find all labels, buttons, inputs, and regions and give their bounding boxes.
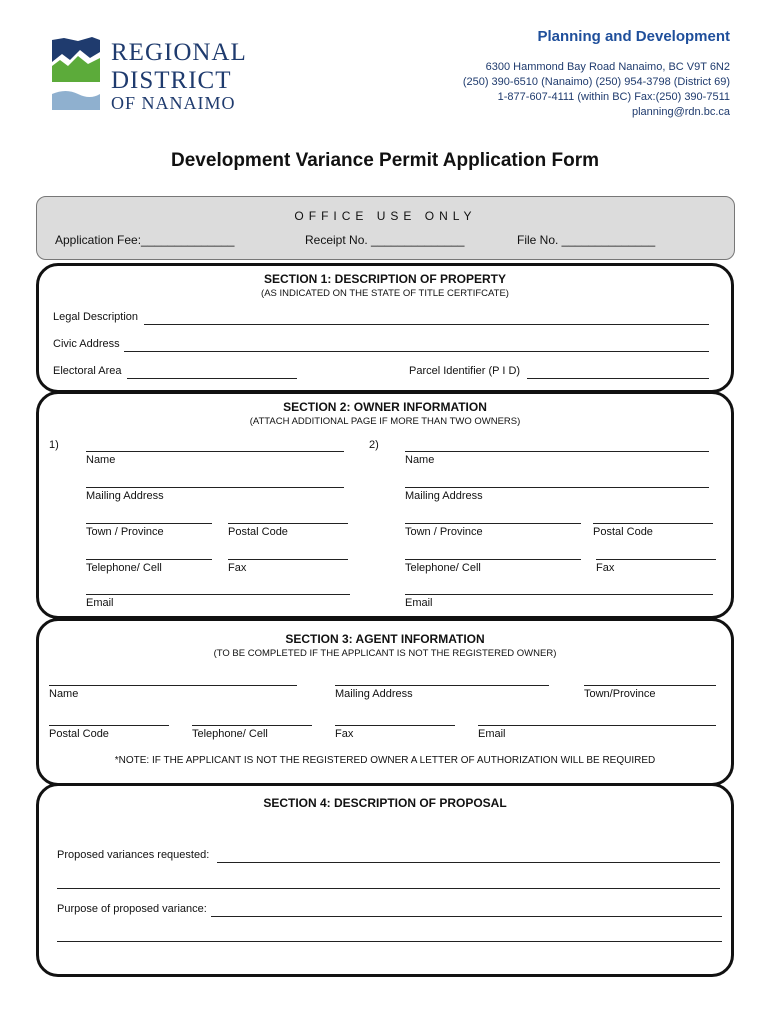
section-2-title: SECTION 2: OWNER INFORMATION <box>283 400 487 414</box>
agent-fax-field[interactable] <box>335 725 455 726</box>
owner-1-phone-field[interactable] <box>86 559 212 560</box>
section-2-subtitle: (ATTACH ADDITIONAL PAGE IF MORE THAN TWO OWNERS) <box>249 416 521 427</box>
electoral-area-label: Electoral Area <box>53 365 122 377</box>
owner-2-fax-label: Fax <box>596 562 615 574</box>
logo-line-district: DISTRICT <box>111 67 232 94</box>
owner-1-mailing-field[interactable] <box>86 487 344 488</box>
owner-2-mailing-label: Mailing Address <box>405 490 483 502</box>
owner-2-town-field[interactable] <box>405 523 581 524</box>
phone-line: (250) 390-6510 (Nanaimo) (250) 954-3798 (District 69) <box>462 76 730 88</box>
address-line: 6300 Hammond Bay Road Nanaimo, BC V9T 6N2 <box>485 61 730 73</box>
agent-mailing-field[interactable] <box>335 685 549 686</box>
owner-2-name-label: Name <box>405 454 435 466</box>
tollfree-fax-line: 1-877-607-4111 (within BC) Fax:(250) 390-7511 <box>497 91 730 103</box>
purpose-field-line-2[interactable] <box>57 941 722 942</box>
section-3-subtitle: (TO BE COMPLETED IF THE APPLICANT IS NOT THE REGISTERED OWNER) <box>213 648 557 659</box>
agent-town-field[interactable] <box>584 685 716 686</box>
agent-name-field[interactable] <box>49 685 297 686</box>
email-link[interactable]: planning@rdn.bc.ca <box>631 106 730 118</box>
agent-phone-field[interactable] <box>192 725 312 726</box>
owner-1-fax-field[interactable] <box>228 559 348 560</box>
owner-2-phone-field[interactable] <box>405 559 581 560</box>
section-4-proposal <box>36 783 734 977</box>
section-3-agent <box>36 618 734 786</box>
agent-mailing-label: Mailing Address <box>335 688 413 700</box>
section-1-property <box>36 263 734 393</box>
owner-2-mailing-field[interactable] <box>405 487 709 488</box>
civic-address-field[interactable] <box>124 351 709 352</box>
owner-1-phone-label: Telephone/ Cell <box>86 562 162 574</box>
owner-1-email-field[interactable] <box>86 594 350 595</box>
purpose-label: Purpose of proposed variance: <box>57 903 207 915</box>
owner-2-email-field[interactable] <box>405 594 713 595</box>
agent-town-label: Town/Province <box>584 688 656 700</box>
purpose-field[interactable] <box>211 916 722 917</box>
pid-label: Parcel Identifier (P I D) <box>409 365 521 377</box>
section-3-title: SECTION 3: AGENT INFORMATION <box>285 632 485 646</box>
agent-postal-field[interactable] <box>49 725 169 726</box>
owner-2-email-label: Email <box>405 597 433 609</box>
receipt-number-field[interactable]: Receipt No. ______________ <box>305 233 465 247</box>
form-title: Development Variance Permit Application Form <box>171 150 599 171</box>
proposed-variances-field-line-2[interactable] <box>57 888 720 889</box>
office-use-heading: OFFICE USE ONLY <box>294 209 477 223</box>
proposed-variances-label: Proposed variances requested: <box>57 849 210 861</box>
agent-phone-label: Telephone/ Cell <box>192 728 268 740</box>
legal-description-field[interactable] <box>144 324 709 325</box>
section-4-title: SECTION 4: DESCRIPTION OF PROPOSAL <box>263 796 507 810</box>
owner-1-town-label: Town / Province <box>86 526 164 538</box>
logo-line-nanaimo: OF NANAIMO <box>111 93 236 113</box>
owner-2-town-label: Town / Province <box>405 526 483 538</box>
owner-2-number: 2) <box>369 439 379 451</box>
owner-1-name-field[interactable] <box>86 451 344 452</box>
owner-1-name-label: Name <box>86 454 116 466</box>
owner-1-fax-label: Fax <box>228 562 247 574</box>
section-2-owner <box>36 391 734 619</box>
agent-email-field[interactable] <box>478 725 716 726</box>
owner-2-fax-field[interactable] <box>596 559 716 560</box>
department-title: Planning and Development <box>537 28 730 45</box>
logo <box>48 36 247 113</box>
owner-1-postal-field[interactable] <box>228 523 348 524</box>
owner-2-phone-label: Telephone/ Cell <box>405 562 481 574</box>
office-use-box <box>36 196 735 260</box>
file-number-field[interactable]: File No. ______________ <box>517 233 656 247</box>
electoral-area-field[interactable] <box>127 378 297 379</box>
owner-2-name-field[interactable] <box>405 451 709 452</box>
owner-2-postal-label: Postal Code <box>593 526 653 538</box>
owner-2-postal-field[interactable] <box>593 523 713 524</box>
proposed-variances-field[interactable] <box>217 862 720 863</box>
application-fee-field[interactable]: Application Fee:______________ <box>55 233 235 247</box>
owner-1-email-label: Email <box>86 597 114 609</box>
agent-email-label: Email <box>478 728 506 740</box>
legal-description-label: Legal Description <box>53 311 138 323</box>
agent-postal-label: Postal Code <box>49 728 109 740</box>
section-1-subtitle: (AS INDICATED ON THE STATE OF TITLE CERTIFCATE) <box>261 288 509 299</box>
agent-fax-label: Fax <box>335 728 354 740</box>
logo-emblem-icon <box>48 36 102 112</box>
pid-field[interactable] <box>527 378 709 379</box>
logo-line-regional: REGIONAL <box>111 39 247 66</box>
civic-address-label: Civic Address <box>53 338 120 350</box>
owner-1-mailing-label: Mailing Address <box>86 490 164 502</box>
agent-name-label: Name <box>49 688 79 700</box>
owner-1-number: 1) <box>49 439 59 451</box>
section-1-title: SECTION 1: DESCRIPTION OF PROPERTY <box>263 272 507 286</box>
authorization-note: *NOTE: IF THE APPLICANT IS NOT THE REGISTERED OWNER A LETTER OF AUTHORIZATION WILL BE REQUIRED <box>114 755 656 766</box>
owner-1-postal-label: Postal Code <box>228 526 288 538</box>
owner-1-town-field[interactable] <box>86 523 212 524</box>
